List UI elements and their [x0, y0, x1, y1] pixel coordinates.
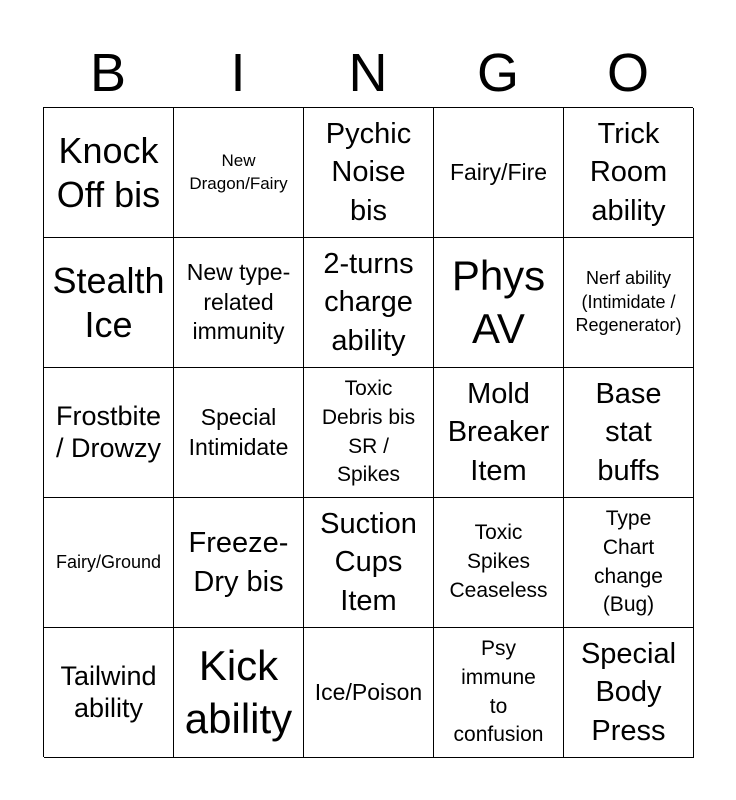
bingo-cell[interactable]: Freeze- Dry bis — [174, 498, 304, 628]
bingo-cell[interactable]: 2-turns charge ability — [304, 238, 434, 368]
bingo-cell[interactable]: Base stat buffs — [564, 368, 694, 498]
bingo-board — [43, 107, 693, 757]
bingo-cell[interactable]: Knock Off bis — [44, 108, 174, 238]
bingo-cell[interactable]: Fairy/Fire — [434, 108, 564, 238]
bingo-cell[interactable]: Toxic Spikes Ceaseless — [434, 498, 564, 628]
header-letter-b: B — [89, 43, 127, 103]
header-letter-i: I — [230, 43, 246, 103]
header-letter-o: O — [606, 43, 649, 103]
bingo-cell[interactable]: Mold Breaker Item — [434, 368, 564, 498]
bingo-cell[interactable]: Special Body Press — [564, 628, 694, 758]
bingo-cell[interactable]: Kick ability — [174, 628, 304, 758]
bingo-cell[interactable]: Special Intimidate — [174, 368, 304, 498]
bingo-cell[interactable]: New Dragon/Fairy — [174, 108, 304, 238]
bingo-cell[interactable]: Tailwind ability — [44, 628, 174, 758]
bingo-cell[interactable]: Nerf ability (Intimidate / Regenerator) — [564, 238, 694, 368]
bingo-cell[interactable]: Pychic Noise bis — [304, 108, 434, 238]
bingo-cell[interactable]: Ice/Poison — [304, 628, 434, 758]
bingo-cell[interactable]: Fairy/Ground — [44, 498, 174, 628]
bingo-cell[interactable]: Psy immune to confusion — [434, 628, 564, 758]
header-letter-g: G — [476, 43, 519, 103]
bingo-cell[interactable]: Suction Cups Item — [304, 498, 434, 628]
bingo-header — [43, 40, 693, 106]
header-letter-n: N — [348, 43, 388, 103]
bingo-cell[interactable]: Type Chart change (Bug) — [564, 498, 694, 628]
bingo-cell[interactable]: Trick Room ability — [564, 108, 694, 238]
bingo-cell[interactable]: Phys AV — [434, 238, 564, 368]
bingo-cell[interactable]: Toxic Debris bis SR / Spikes — [304, 368, 434, 498]
bingo-cell[interactable]: Frostbite / Drowzy — [44, 368, 174, 498]
bingo-cell[interactable]: Stealth Ice — [44, 238, 174, 368]
bingo-cell[interactable]: New type- related immunity — [174, 238, 304, 368]
